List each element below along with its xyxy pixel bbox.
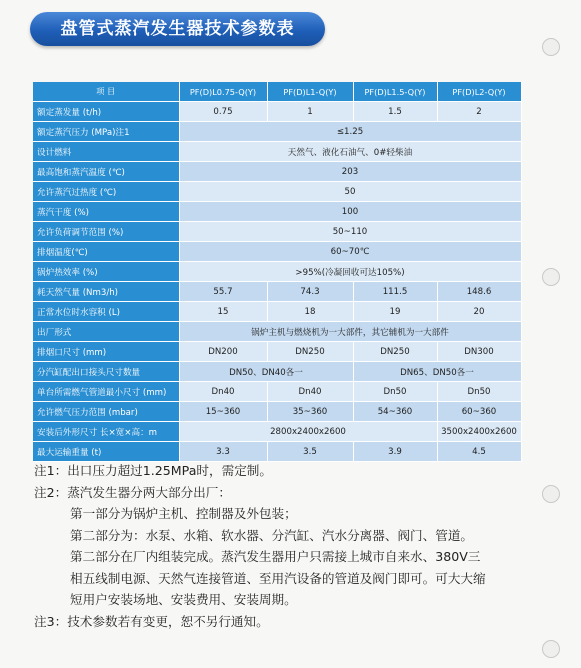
cell: Dn50 bbox=[353, 382, 437, 402]
table-row bbox=[33, 182, 521, 202]
cell: 2 bbox=[437, 102, 521, 122]
table-row bbox=[33, 442, 521, 462]
table-header-row bbox=[33, 82, 521, 102]
cell: 19 bbox=[353, 302, 437, 322]
table-row bbox=[33, 342, 521, 362]
note-line: 相五线制电源、天然气连接管道、至用汽设备的管道及阀门即可。可大大缩 bbox=[70, 570, 486, 586]
cell: 15~360 bbox=[179, 402, 267, 422]
note-line: 注3：技术参数若有变更，恕不另行通知。 bbox=[34, 613, 269, 629]
cell: 1 bbox=[267, 102, 353, 122]
table-row bbox=[33, 162, 521, 182]
row-label: 正常水位时水容积 (L) bbox=[33, 302, 179, 322]
row-label: 安装后外形尺寸 长×宽×高：m bbox=[33, 422, 179, 442]
title-banner bbox=[30, 12, 325, 46]
table-row bbox=[33, 282, 521, 302]
header-cell: PF(D)L2-Q(Y) bbox=[437, 82, 521, 102]
table-row bbox=[33, 382, 521, 402]
table-row bbox=[33, 242, 521, 262]
cell: 15 bbox=[179, 302, 267, 322]
cell: DN250 bbox=[353, 342, 437, 362]
table-row bbox=[33, 402, 521, 422]
header-cell: 项 目 bbox=[33, 82, 179, 102]
table-row bbox=[33, 322, 521, 342]
row-label: 设计燃料 bbox=[33, 142, 179, 162]
cell: Dn40 bbox=[267, 382, 353, 402]
cell: 55.7 bbox=[179, 282, 267, 302]
cell: DN300 bbox=[437, 342, 521, 362]
note-line: 短用户安装场地、安装费用、安装周期。 bbox=[70, 592, 297, 607]
cell: Dn40 bbox=[179, 382, 267, 402]
note-line: 第二部分在厂内组装完成。蒸汽发生器用户只需接上城市自来水、380V三 bbox=[70, 549, 481, 564]
note-line: 第一部分为锅炉主机、控制器及外包装； bbox=[70, 506, 297, 521]
cell: 18 bbox=[267, 302, 353, 322]
cell: DN65、DN50各一 bbox=[353, 362, 521, 382]
note-line: 第二部分为：水泵、水箱、软水器、分汽缸、汽水分离器、阀门、管道。 bbox=[70, 527, 473, 543]
row-label: 允许燃气压力范围 (mbar) bbox=[33, 402, 179, 422]
cell: 54~360 bbox=[353, 402, 437, 422]
header-cell: PF(D)L0.75-Q(Y) bbox=[179, 82, 267, 102]
cell: DN50、DN40各一 bbox=[179, 362, 353, 382]
row-label: 出厂形式 bbox=[33, 322, 179, 342]
table-row bbox=[33, 362, 521, 382]
spec-table bbox=[33, 82, 522, 462]
table-row bbox=[33, 142, 521, 162]
cell: 111.5 bbox=[353, 282, 437, 302]
row-label: 允许蒸汽过热度 (℃) bbox=[33, 182, 179, 202]
cell: 1.5 bbox=[353, 102, 437, 122]
cell: 20 bbox=[437, 302, 521, 322]
binder-hole bbox=[542, 640, 560, 658]
row-label: 额定蒸发量 (t/h) bbox=[33, 102, 179, 122]
cell: DN200 bbox=[179, 342, 267, 362]
notes-section bbox=[34, 460, 554, 632]
table-row bbox=[33, 302, 521, 322]
cell: 50 bbox=[179, 182, 521, 202]
row-label: 锅炉热效率 (%) bbox=[33, 262, 179, 282]
row-label: 单台所需燃气管道最小尺寸 (mm) bbox=[33, 382, 179, 402]
row-label: 分汽缸配出口接头尺寸数量 bbox=[33, 362, 179, 382]
cell: ≤1.25 bbox=[179, 122, 521, 142]
header-cell: PF(D)L1.5-Q(Y) bbox=[353, 82, 437, 102]
row-label: 额定蒸汽压力 (MPa)注1 bbox=[33, 122, 179, 142]
table-row bbox=[33, 222, 521, 242]
note-line: 注2：蒸汽发生器分两大部分出厂： bbox=[34, 484, 231, 500]
cell: 3.9 bbox=[353, 442, 437, 462]
cell: 203 bbox=[179, 162, 521, 182]
cell: 100 bbox=[179, 202, 521, 222]
row-label: 蒸汽干度 (%) bbox=[33, 202, 179, 222]
cell: 0.75 bbox=[179, 102, 267, 122]
row-label: 耗天然气量 (Nm3/h) bbox=[33, 282, 179, 302]
cell: 2800x2400x2600 bbox=[179, 422, 437, 442]
cell: 3500x2400x2600 bbox=[437, 422, 521, 442]
cell: DN250 bbox=[267, 342, 353, 362]
cell: Dn50 bbox=[437, 382, 521, 402]
header-cell: PF(D)L1-Q(Y) bbox=[267, 82, 353, 102]
cell: 50~110 bbox=[179, 222, 521, 242]
cell: 74.3 bbox=[267, 282, 353, 302]
cell: 3.5 bbox=[267, 442, 353, 462]
cell: 148.6 bbox=[437, 282, 521, 302]
cell: 60~70℃ bbox=[179, 242, 521, 262]
cell: 35~360 bbox=[267, 402, 353, 422]
page-title: 盘管式蒸汽发生器技术参数表 bbox=[60, 19, 295, 39]
row-label: 排烟温度(℃) bbox=[33, 242, 179, 262]
cell: 锅炉主机与燃烧机为一大部件，其它辅机为一大部件 bbox=[179, 322, 521, 342]
row-label: 排烟口尺寸 (mm) bbox=[33, 342, 179, 362]
note-line: 注1：出口压力超过1.25MPa时，需定制。 bbox=[34, 463, 272, 478]
table-row bbox=[33, 202, 521, 222]
table-row bbox=[33, 262, 521, 282]
table-row bbox=[33, 102, 521, 122]
row-label: 最大运输重量 (t) bbox=[33, 442, 179, 462]
cell: 4.5 bbox=[437, 442, 521, 462]
table-row bbox=[33, 422, 521, 442]
binder-hole bbox=[542, 268, 560, 286]
row-label: 最高饱和蒸汽温度 (℃) bbox=[33, 162, 179, 182]
binder-hole bbox=[542, 38, 560, 56]
cell: >95%(冷凝回收可达105%) bbox=[179, 262, 521, 282]
cell: 3.3 bbox=[179, 442, 267, 462]
row-label: 允许负荷调节范围 (%) bbox=[33, 222, 179, 242]
cell: 60~360 bbox=[437, 402, 521, 422]
table-row bbox=[33, 122, 521, 142]
cell: 天然气、液化石油气、0#轻柴油 bbox=[179, 142, 521, 162]
